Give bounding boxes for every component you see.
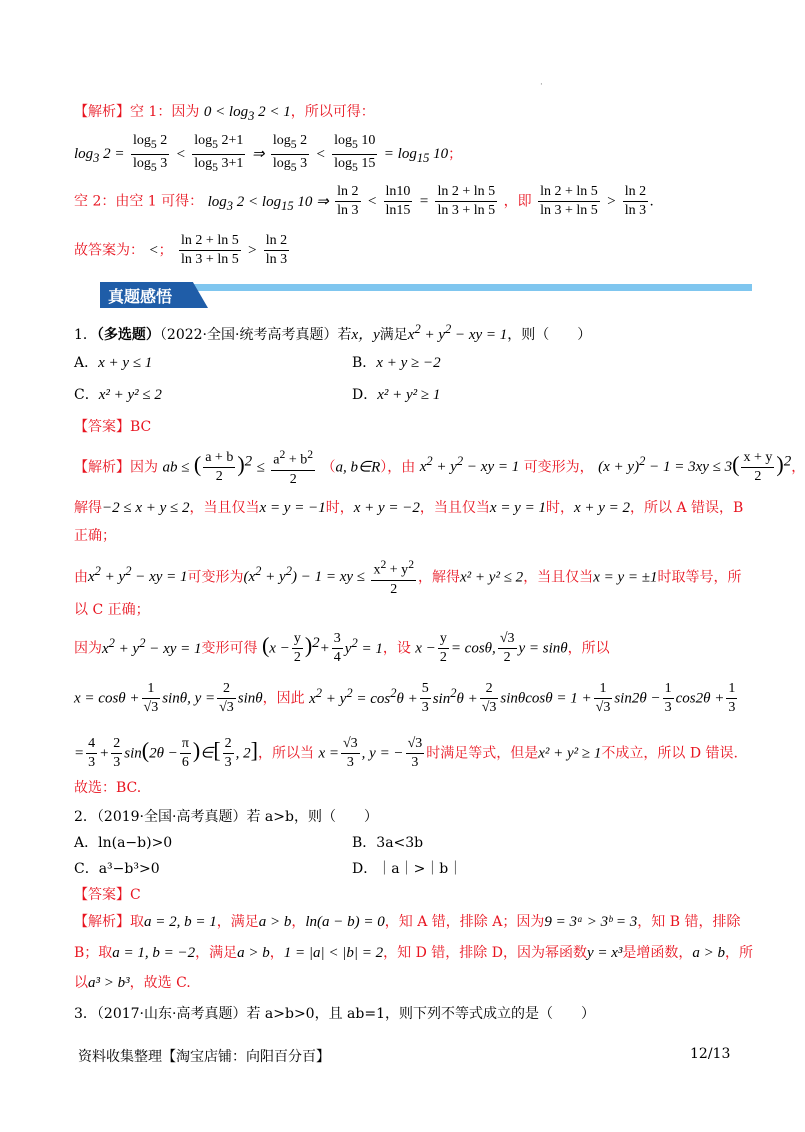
q1-analysis-7: x = cosθ + $\frac{1}{√3}$ sinθ, y = $\frac{2}{√3}$ sinθ，因此 $x^2 + y^2 = \cos^2\theta$ + $\frac{5}{3}$ $\sin^2\theta$ + $\frac{2}{√3}$ sinθcosθ = 1 + $\frac{1}{√3}$ sin2θ − $\frac{1}{3}$ cos2θ + $\frac{1}{3}$ <box>74 681 736 715</box>
section-banner <box>100 282 752 308</box>
option-math: x² + y² ≤ 2 <box>98 387 162 403</box>
question-source: （2017·山东·高考真题）若 a>b>0，且 ab=1，则下列不等式成立的是（ ） <box>96 1006 595 1022</box>
analysis-text: 以 <box>74 975 88 991</box>
answer-1: 【答案】BC <box>74 419 152 435</box>
analysis-text: 是增函数， <box>622 945 693 961</box>
math-inline: a > b <box>692 945 726 961</box>
math-inline: a > b <box>258 914 292 930</box>
q1-analysis-4: 由$x^2 + y^2$ − xy = 1可变形为$(x^2 + y^2) - 1$ = xy ≤ $\frac{x^2 + y^2}{2}$ ，解得x² + y² ≤ 2，当且仅当x = y = ±1时取等号，所 <box>74 558 742 597</box>
math-inline: x + y = 2 <box>573 500 631 516</box>
analysis-text: ，当且仅当 <box>189 500 260 516</box>
q2-option-D[interactable]: D．｜a｜>｜b｜ <box>352 861 463 877</box>
banner-stripe <box>100 284 752 291</box>
analysis-text: 空 1：因为 <box>130 104 200 120</box>
q2-option-A[interactable]: A．ln(a−b)>0 <box>74 835 173 851</box>
question-tag: （多选题） <box>96 327 160 343</box>
q1-analysis-8: = $\frac{4}{3}$ + $\frac{2}{3}$ sin(2θ − $\frac{\pi}{6}$ )∈[ $\frac{2}{3}$ , 2]，所以当 x = $\frac{√3}{3}$ , y = − $\frac{√3}{3}$ 时满足等式，但是x² + y² ≥ 1不成立，所以 D 错误. <box>74 736 738 770</box>
math-inline: 1 = |a| < |b| = 2 <box>283 945 384 961</box>
analysis-text: ， <box>269 945 284 961</box>
math-inline: x² + y² ≥ 1 <box>538 745 602 762</box>
analysis-text: ，知 B 错，排除 <box>637 914 741 930</box>
q1-conclusion: 故选：BC. <box>74 780 142 796</box>
math-inline: a > b <box>237 945 270 961</box>
q2-analysis-3 <box>74 972 191 992</box>
math-inline: ln(a − b) = 0 <box>305 914 385 930</box>
math-inline: y = x³ <box>586 945 623 961</box>
option-D[interactable] <box>352 384 440 404</box>
analysis-text: ，所以可得： <box>290 104 375 120</box>
math-inline: $0 < \log_3 2 < 1$ <box>203 104 291 123</box>
analysis-text: 可变形为， <box>523 459 594 476</box>
analysis-line-1 <box>74 101 375 124</box>
question-number: 2． <box>74 809 97 825</box>
option-A[interactable] <box>74 352 152 372</box>
analysis-label: 【解析】 <box>74 914 130 930</box>
option-math: x + y ≤ 1 <box>98 355 153 371</box>
analysis-text: （ <box>321 459 336 476</box>
footer-left: 资料收集整理【淘宝店铺：向阳百分百】 <box>78 1049 330 1065</box>
math-inline: 9 = 3ᵃ > 3ᵇ = 3 <box>544 914 638 930</box>
analysis-text: 空 2：由空 1 可得： <box>74 193 204 210</box>
analysis-text: ，知 D 错，排除 D，因为幂函数 <box>383 945 587 961</box>
q2-option-B[interactable]: B．3a<3b <box>352 835 424 851</box>
analysis-text: 变形可得 <box>201 640 258 657</box>
analysis-text: 时， <box>325 500 354 516</box>
option-label: B． <box>352 355 377 371</box>
q1-analysis-5: 以 C 正确； <box>74 602 150 618</box>
math-inline: a = 2, b = 1 <box>144 914 217 930</box>
analysis-text: 解得 <box>74 500 102 516</box>
analysis-text: ，所 <box>725 945 754 961</box>
q1-analysis-2 <box>74 497 743 517</box>
analysis-text: ， <box>291 914 306 930</box>
math-inline: a³ > b³ <box>88 975 130 991</box>
analysis-text: 可变形为 <box>187 569 244 586</box>
analysis-label: 【解析】 <box>74 104 130 120</box>
analysis-text: ，因此 <box>262 690 305 707</box>
q2-analysis-1 <box>74 911 740 931</box>
question-vars: x，y <box>351 327 380 343</box>
answer-lt: < <box>148 242 159 259</box>
q2-option-C[interactable]: C．a³−b³>0 <box>74 861 160 877</box>
question-1-stem: 1．（多选题）（2022·全国·统考高考真题）若x，y满足$x^2 + y^2$ − xy = 1，则（ ） <box>74 322 592 343</box>
analysis-text: B；取 <box>74 945 113 961</box>
analysis-text: ，知 A 错，排除 A；因为 <box>384 914 545 930</box>
page-mark: · <box>540 80 543 90</box>
q1-analysis-6: 因为$x^2 + y^2$ − xy = 1变形可得 (x − $\frac{y}{2}$ )$^2$+ $\frac{3}{4}$ $y^2 = 1$，设 x − $\frac{y}{2}$ = cosθ, $\frac{√3}{2}$ y = sinθ，所以 <box>74 631 610 665</box>
analysis-text: 因为 <box>130 459 158 476</box>
analysis-text: 因为 <box>74 640 102 657</box>
option-label: D． <box>352 387 378 403</box>
answer-2: 【答案】C <box>74 887 141 903</box>
answer-sep: ； <box>158 242 173 259</box>
analysis-text: ），由 <box>380 459 416 476</box>
q2-analysis-2 <box>74 942 753 962</box>
analysis-text: ，当且仅当 <box>419 500 490 516</box>
analysis-text: ，解得 <box>418 569 461 586</box>
analysis-text: ，设 <box>382 640 411 657</box>
option-C[interactable] <box>74 384 162 404</box>
banner-title: 真题感悟 <box>108 287 173 306</box>
question-number: 3． <box>74 1006 97 1022</box>
math-inline: x = y = 1 <box>489 500 546 516</box>
question-text: 满足 <box>379 327 408 343</box>
math-inline: x = y = ±1 <box>593 569 658 586</box>
answer-label: 故答案为： <box>74 242 144 259</box>
option-label: A． <box>74 355 99 371</box>
analysis-text: ，所以 <box>567 640 610 657</box>
analysis-text: ，即 <box>503 193 532 210</box>
math-inline: x² + y² ≤ 2 <box>460 569 524 586</box>
option-label: C． <box>74 387 99 403</box>
analysis-text: 取 <box>130 914 144 930</box>
analysis-text: 时满足等式，但是 <box>426 745 539 762</box>
math-inline: a, b∈R <box>335 459 381 476</box>
question-source: （2019·全国·高考真题）若 a>b，则（ ） <box>96 809 378 825</box>
question-2-stem <box>74 806 378 826</box>
option-math: x + y ≥ −2 <box>376 355 441 371</box>
question-3-stem <box>74 1003 595 1023</box>
analysis-text: 不成立，所以 D 错误. <box>601 745 738 762</box>
question-number: 1． <box>74 327 97 343</box>
question-source: （2022·全国·统考高考真题）若 <box>159 327 352 343</box>
analysis-text: ，当且仅当 <box>523 569 594 586</box>
analysis-text: 时， <box>545 500 574 516</box>
q1-analysis-3: 正确； <box>74 528 116 544</box>
analysis-label: 【解析】 <box>74 459 130 476</box>
math-inline: x = y = −1 <box>259 500 326 516</box>
analysis-text: ，所以当 <box>257 745 314 762</box>
formula-line-2: $\log_3 2$ = $\frac{\log_5 2}{\log_5 3}$ < $\frac{\log_5 2+1}{\log_5 3+1}$ ⇒ $\frac{\log_5 2}{\log_5 3}$ < $\frac{\log_5 10}{\log_5 15}$ = $\log_{15} 10$； <box>74 133 463 174</box>
answer-line: 故答案为： <； $\frac{\ln 2 + \ln 5}{\ln 3 + \ln 5}$ > $\frac{\ln 2}{\ln 3}$ <box>74 233 288 267</box>
option-B[interactable] <box>352 352 441 372</box>
analysis-text: ，故选 C. <box>129 975 191 991</box>
math-inline: a = 1, b = −2 <box>112 945 196 961</box>
analysis-text: ，满足 <box>216 914 259 930</box>
question-text: ，则（ ） <box>507 327 592 343</box>
analysis-line-3: 空 2：由空 1 可得： $\log_3 2 < \log_{15} 10$ ⇒ $\frac{\ln 2}{\ln 3}$ < $\frac{\ln 10}{\ln 15}$ = $\frac{\ln 2 + \ln 5}{\ln 3 + \ln 5}$ ，即 $\frac{\ln 2 + \ln 5}{\ln 3 + \ln 5}$ > $\frac{\ln 2}{\ln 3}$ . <box>74 184 654 218</box>
option-math: x² + y² ≥ 1 <box>377 387 441 403</box>
q1-analysis-1: 【解析】因为 ab ≤ ( $\frac{a + b}{2}$ )$^2$ ≤ $\frac{a^2 + b^2}{2}$ （a, b∈R），由 $x^2 + y^2$ − xy = 1 可变形为， $(x + y)^2 - 1 = 3xy \le 3$( $\frac{x + y}{2}$ )$^2$， <box>74 448 805 487</box>
math-inline: x + y = −2 <box>353 500 420 516</box>
analysis-text: ，所以 A 错误，B <box>630 500 744 516</box>
page-number: 12/13 <box>690 1046 731 1062</box>
analysis-text: 由 <box>74 569 88 586</box>
analysis-text: ，满足 <box>195 945 238 961</box>
math-inline: −2 ≤ x + y ≤ 2 <box>102 500 190 516</box>
analysis-text: 时取等号，所 <box>657 569 742 586</box>
